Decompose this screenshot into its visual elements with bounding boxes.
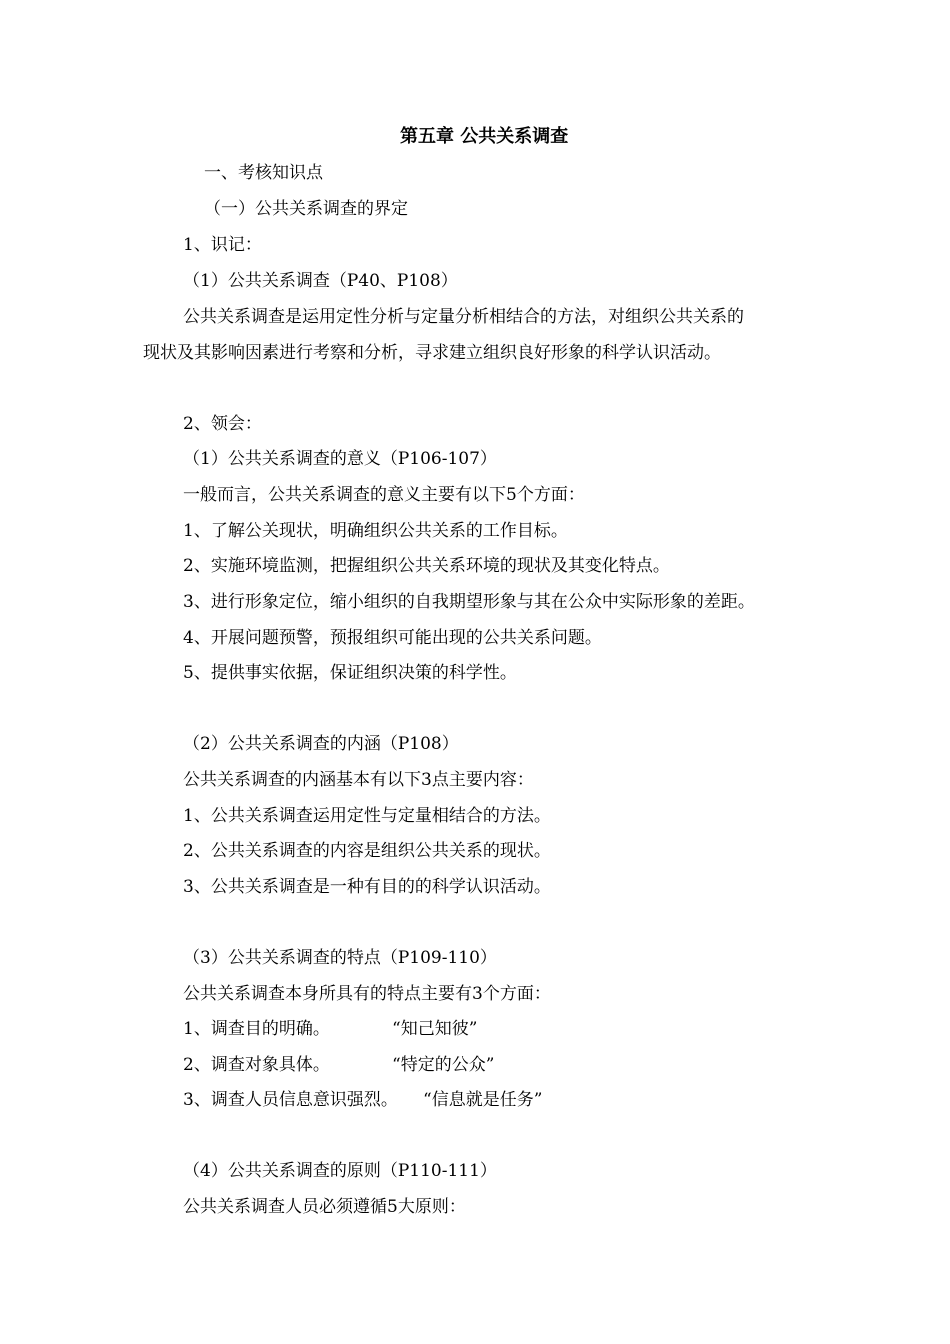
meaning-heading: （1）公共关系调查的意义（P106-107） (183, 449, 497, 469)
list-item: 1、调查目的明确。 (183, 1019, 330, 1039)
section-heading: 一、考核知识点 (204, 163, 323, 183)
definition-line: 现状及其影响因素进行考察和分析，寻求建立组织良好形象的科学认识活动。 (143, 343, 721, 363)
principles-intro: 公共关系调查人员必须遵循5大原则： (183, 1197, 466, 1217)
features-heading: （3）公共关系调查的特点（P109-110） (183, 948, 497, 968)
understand-heading: 2、领会： (183, 414, 262, 434)
chapter-title: 第五章 公共关系调查 (400, 126, 569, 147)
features-intro: 公共关系调查本身所具有的特点主要有3个方面： (183, 984, 551, 1004)
recall-item-heading: （1）公共关系调查（P40、P108） (183, 271, 458, 291)
principles-heading: （4）公共关系调查的原则（P110-111） (183, 1161, 497, 1181)
list-item: 4、开展问题预警，预报组织可能出现的公共关系问题。 (183, 628, 602, 648)
list-item: 2、实施环境监测，把握组织公共关系环境的现状及其变化特点。 (183, 556, 670, 576)
list-item: 3、调查人员信息意识强烈。 (183, 1090, 398, 1110)
list-item: 3、公共关系调查是一种有目的的科学认识活动。 (183, 877, 551, 897)
connotation-intro: 公共关系调查的内涵基本有以下3点主要内容： (183, 770, 534, 790)
subsection-heading: （一）公共关系调查的界定 (204, 199, 408, 219)
list-item-quote: “知己知彼” (392, 1019, 478, 1039)
list-item-quote: “信息就是任务” (423, 1090, 543, 1110)
list-item: 5、提供事实依据，保证组织决策的科学性。 (183, 663, 517, 683)
list-item-quote: “特定的公众” (392, 1055, 495, 1075)
list-item: 2、调查对象具体。 (183, 1055, 330, 1075)
connotation-heading: （2）公共关系调查的内涵（P108） (183, 734, 459, 754)
meaning-intro: 一般而言，公共关系调查的意义主要有以下5个方面： (183, 485, 585, 505)
list-item: 3、进行形象定位，缩小组织的自我期望形象与其在公众中实际形象的差距。 (183, 592, 755, 612)
recall-heading: 1、识记： (183, 235, 262, 255)
list-item: 1、公共关系调查运用定性与定量相结合的方法。 (183, 806, 551, 826)
definition-line: 公共关系调查是运用定性分析与定量分析相结合的方法，对组织公共关系的 (183, 307, 744, 327)
list-item: 1、了解公关现状，明确组织公共关系的工作目标。 (183, 521, 568, 541)
list-item: 2、公共关系调查的内容是组织公共关系的现状。 (183, 841, 551, 861)
